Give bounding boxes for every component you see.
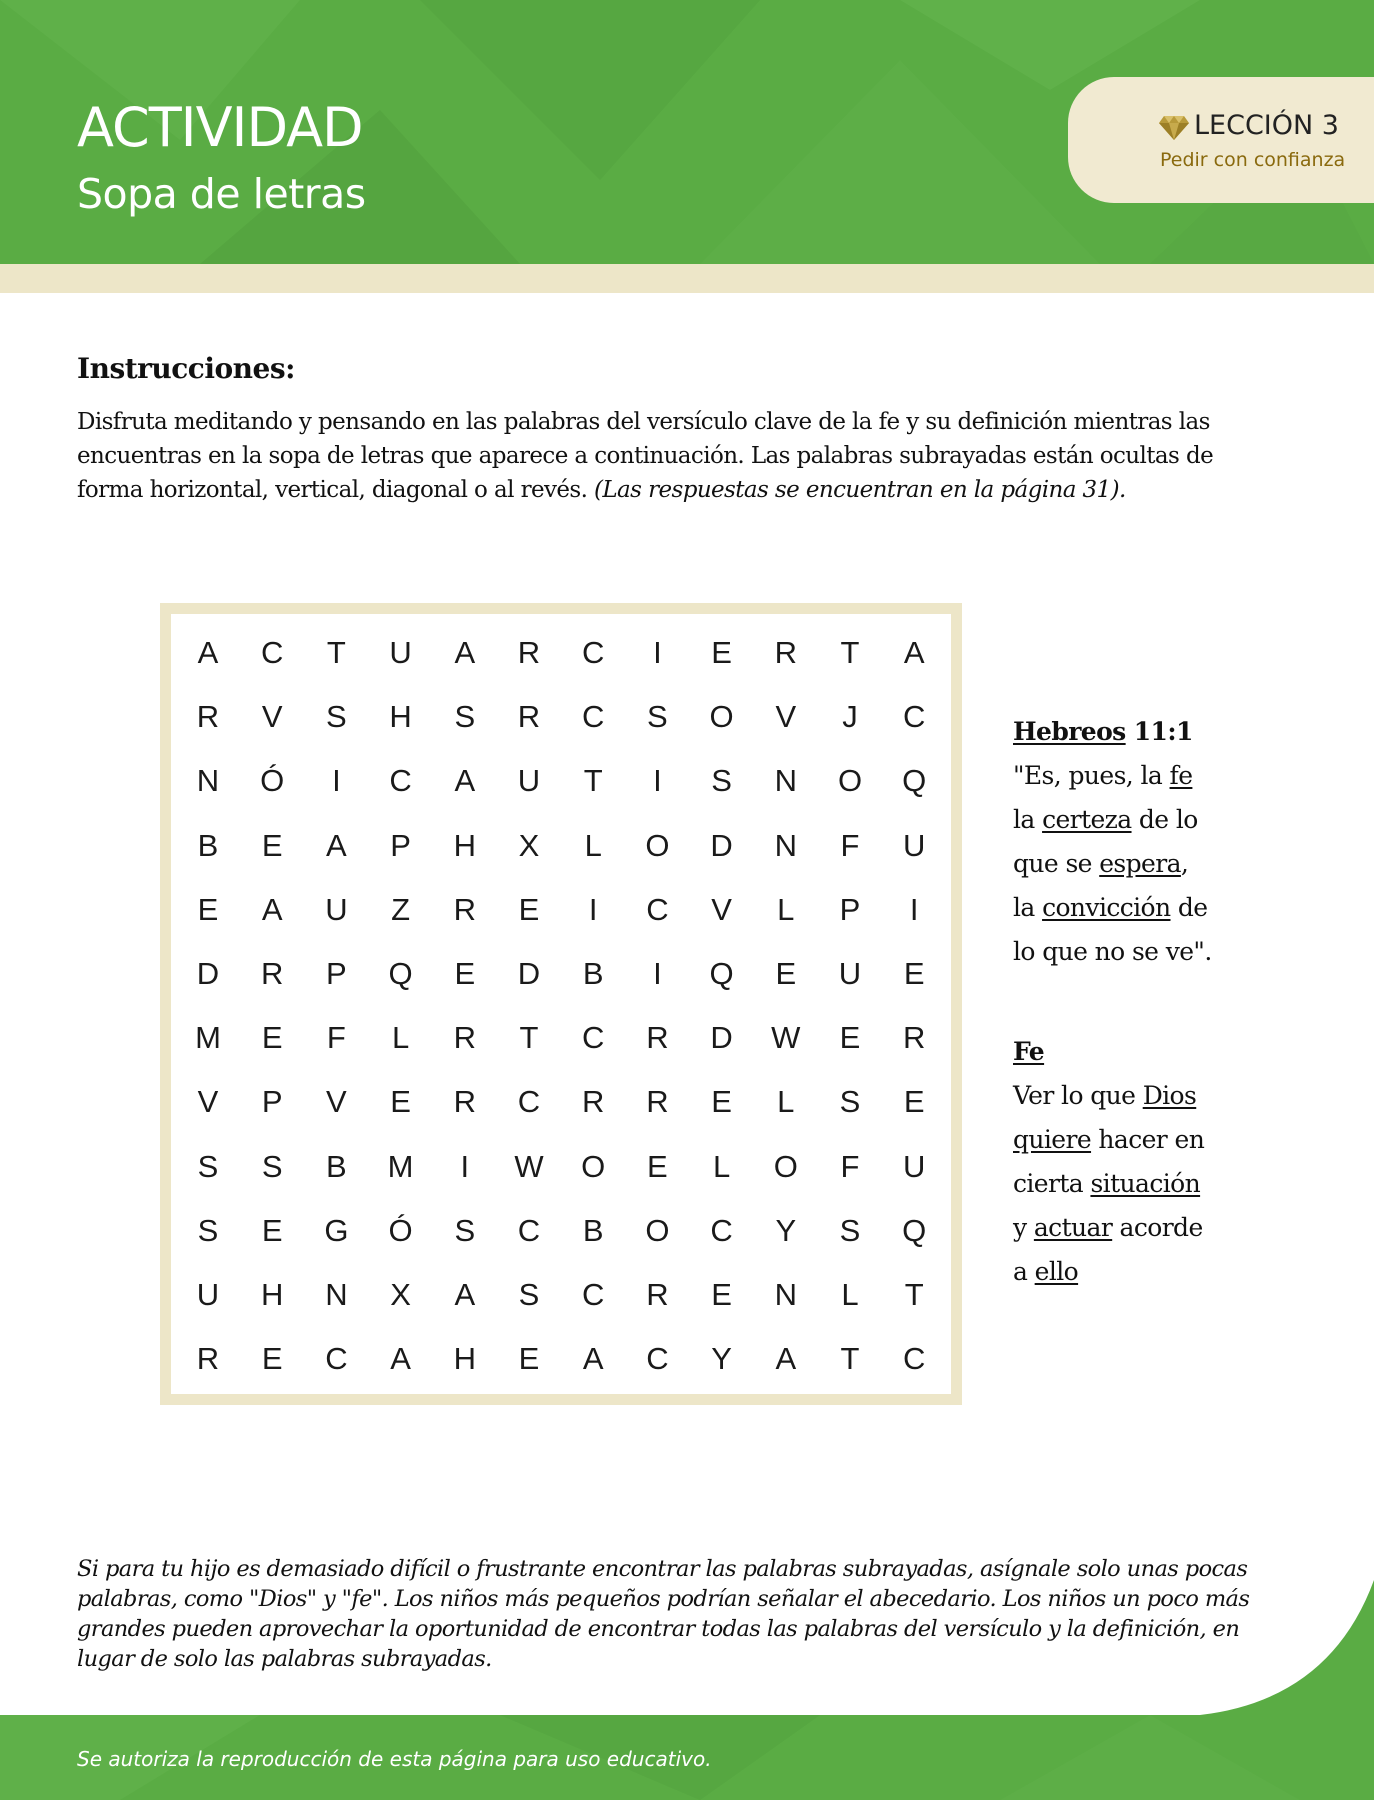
grid-letter: R: [453, 1084, 476, 1120]
grid-letter: D: [710, 827, 733, 863]
grid-letter: R: [774, 635, 797, 670]
grid-letter: C: [260, 635, 284, 670]
grid-letter: H: [453, 1341, 476, 1377]
grid-letter: N: [196, 763, 220, 799]
grid-letter: S: [647, 699, 668, 735]
grid-letter: U: [389, 635, 412, 670]
grid-letter: B: [582, 1212, 604, 1248]
grid-letter: E: [647, 1148, 668, 1184]
grid-letter: A: [454, 635, 476, 670]
grid-letter: R: [517, 699, 541, 735]
grid-letter: L: [712, 1148, 731, 1184]
grid-letter: U: [902, 827, 926, 863]
verse-reference: [1013, 710, 1353, 754]
grid-letter: R: [196, 1341, 220, 1377]
grid-letter: C: [646, 1341, 669, 1377]
grid-letter: R: [260, 956, 284, 991]
page-title: ACTIVIDAD: [77, 96, 363, 159]
grid-letter: A: [197, 635, 219, 670]
grid-letter: D: [196, 956, 220, 991]
grid-letter: C: [581, 1277, 605, 1312]
grid-letter: E: [390, 1084, 411, 1120]
grid-letter: H: [260, 1277, 284, 1312]
grid-letter: S: [518, 1277, 540, 1312]
grid-letter: D: [517, 956, 541, 991]
grid-letter: N: [774, 827, 797, 863]
grid-letter: E: [518, 891, 540, 927]
grid-letter: P: [390, 827, 411, 863]
grid-letter: S: [839, 1084, 861, 1120]
grid-letter: I: [653, 956, 662, 991]
grid-letter: Q: [902, 763, 927, 799]
grid-letter: R: [902, 1020, 926, 1056]
underlined-word: convicción: [1042, 893, 1171, 922]
verse-line: [1013, 754, 1353, 798]
underlined-word: fe: [1169, 761, 1193, 790]
grid-letter: B: [197, 827, 219, 863]
grid-letter: W: [514, 1148, 544, 1184]
grid-letter: C: [325, 1341, 348, 1377]
grid-letter: H: [389, 699, 412, 735]
text-segment: hacer en: [1091, 1125, 1205, 1154]
grid-letter: R: [581, 1084, 605, 1120]
underlined-word: certeza: [1042, 805, 1132, 834]
grid-letter: I: [332, 763, 341, 799]
grid-letter: P: [839, 891, 861, 927]
grid-letter: C: [581, 1020, 605, 1056]
grid-letter: Z: [391, 891, 411, 927]
grid-letter: Ó: [260, 763, 285, 799]
grid-letter: F: [326, 1020, 346, 1056]
underlined-word: Dios: [1142, 1081, 1197, 1110]
verse-reference-number: 11:1: [1125, 717, 1193, 746]
grid-letter: I: [653, 763, 662, 799]
grid-letter: C: [902, 699, 926, 735]
grid-letter: A: [454, 1277, 476, 1312]
parent-note: Si para tu hijo es demasiado difícil o frustrante encontrar las palabras subrayadas, asígnale solo unas pocas palabras, como "Dios" y "fe". Los niños más pequeños podrían señalar el abecedario. Los niños un poco más grandes pueden aprovechar la oportunidad de encontrar todas las palabras del versículo y la definición, en lugar de solo las palabras subrayadas.: [77, 1556, 1250, 1672]
grid-letter: X: [518, 827, 540, 863]
grid-letter: D: [710, 1020, 733, 1056]
grid-letter: S: [454, 1212, 476, 1248]
grid-letter: N: [774, 1277, 797, 1312]
verse-line: [1013, 930, 1353, 974]
underlined-word: ello: [1034, 1257, 1079, 1286]
grid-letter: R: [646, 1084, 669, 1120]
grid-letter: B: [582, 956, 604, 991]
grid-letter: Q: [902, 1212, 927, 1248]
lesson-subtitle: Pedir con confianza: [1160, 149, 1346, 171]
grid-letter: T: [326, 635, 346, 670]
grid-letter: V: [775, 699, 797, 735]
grid-letter: C: [517, 1212, 541, 1248]
grid-letter: T: [904, 1277, 924, 1312]
grid-letter: S: [326, 699, 347, 735]
grid-letter: W: [771, 1020, 801, 1056]
grid-letter: C: [646, 891, 669, 927]
grid-letter: F: [840, 827, 860, 863]
verse-line: [1013, 842, 1353, 886]
verse-text: [1013, 754, 1353, 974]
text-segment: y: [1013, 1213, 1034, 1242]
definition-text: [1013, 1074, 1353, 1294]
grid-letter: C: [517, 1084, 541, 1120]
grid-letter: C: [581, 635, 605, 670]
grid-letter: E: [711, 1084, 732, 1120]
definition-line: [1013, 1250, 1353, 1294]
grid-letter: S: [197, 1212, 219, 1248]
text-segment: de: [1170, 893, 1208, 922]
grid-letter: A: [326, 827, 347, 863]
definition-line: [1013, 1162, 1353, 1206]
grid-letter: A: [903, 635, 925, 670]
text-segment: acorde: [1112, 1213, 1203, 1242]
grid-letter: J: [842, 699, 858, 735]
grid-letter: C: [902, 1341, 926, 1377]
grid-letter: A: [582, 1341, 604, 1377]
grid-letter: U: [325, 891, 348, 927]
header-strip: [0, 264, 1374, 293]
grid-letter: E: [261, 1020, 283, 1056]
grid-letter: B: [326, 1148, 347, 1184]
verse-line: [1013, 798, 1353, 842]
grid-letter: O: [645, 1212, 670, 1248]
grid-letter: O: [773, 1148, 798, 1184]
instructions-heading: Instrucciones:: [77, 352, 295, 385]
grid-letter: E: [518, 1341, 540, 1377]
grid-letter: S: [197, 1148, 219, 1184]
underlined-word: actuar: [1033, 1213, 1113, 1242]
grid-letter: E: [454, 956, 476, 991]
grid-letter: O: [709, 699, 734, 735]
grid-letter: E: [839, 1020, 861, 1056]
underlined-word: quiere: [1013, 1125, 1092, 1154]
grid-letter: Y: [711, 1341, 732, 1377]
grid-letter: M: [387, 1148, 414, 1184]
text-segment: a: [1013, 1257, 1035, 1286]
grid-letter: R: [453, 1020, 476, 1056]
grid-letter: E: [903, 1084, 925, 1120]
verse-line: [1013, 886, 1353, 930]
grid-letter: R: [517, 635, 541, 670]
lesson-label: LECCIÓN 3: [1194, 110, 1339, 141]
grid-letter: V: [711, 891, 732, 927]
grid-letter: L: [841, 1277, 859, 1312]
grid-letter: V: [326, 1084, 347, 1120]
text-segment: ,: [1180, 849, 1189, 878]
grid-letter: L: [777, 1084, 795, 1120]
grid-letter: N: [774, 763, 797, 799]
grid-letter: M: [195, 1020, 221, 1056]
grid-letter: E: [711, 1277, 732, 1312]
text-segment: la: [1013, 805, 1043, 834]
grid-letter: I: [653, 635, 662, 670]
grid-letter: I: [909, 891, 919, 927]
grid-letter: L: [777, 891, 795, 927]
grid-letter: F: [840, 1148, 860, 1184]
grid-letter: E: [775, 956, 797, 991]
grid-letter: E: [261, 1341, 283, 1377]
text-segment: que se: [1013, 849, 1100, 878]
grid-letter: T: [519, 1020, 539, 1056]
grid-letter: X: [390, 1277, 411, 1312]
grid-letter: S: [261, 1148, 283, 1184]
gem-icon: [1158, 114, 1190, 142]
definition-line: [1013, 1206, 1353, 1250]
text-segment: de lo: [1131, 805, 1198, 834]
grid-letter: A: [775, 1341, 797, 1377]
grid-letter: Y: [775, 1212, 797, 1248]
grid-letter: S: [711, 763, 732, 799]
underlined-word: situación: [1090, 1169, 1201, 1198]
text-segment: cierta: [1013, 1169, 1091, 1198]
text-segment: la: [1013, 893, 1043, 922]
grid-letter: Ó: [388, 1212, 413, 1248]
grid-letter: R: [453, 891, 476, 927]
grid-letter: E: [903, 956, 925, 991]
grid-letter: H: [453, 827, 476, 863]
grid-letter: T: [840, 635, 860, 670]
grid-letter: U: [196, 1277, 220, 1312]
answers-note: (Las respuestas se encuentran en la página 31).: [594, 477, 1126, 503]
grid-letter: G: [324, 1212, 349, 1248]
grid-letter: T: [840, 1341, 860, 1377]
grid-letter: O: [837, 763, 863, 799]
definition-title: [1013, 1030, 1353, 1074]
grid-letter: Q: [709, 956, 734, 991]
definition-line: [1013, 1118, 1353, 1162]
grid-letter: E: [261, 827, 283, 863]
page-subtitle: Sopa de letras: [77, 170, 366, 218]
grid-letter: U: [902, 1148, 926, 1184]
grid-letter: V: [197, 1084, 219, 1120]
grid-letter: A: [261, 891, 283, 927]
grid-letter: R: [646, 1020, 669, 1056]
text-segment: lo que no se ve".: [1013, 937, 1212, 966]
grid-letter: L: [391, 1020, 410, 1056]
text-segment: Ver lo que: [1013, 1081, 1143, 1110]
definition-line: [1013, 1074, 1353, 1118]
grid-letter: V: [261, 699, 283, 735]
grid-letter: E: [197, 891, 219, 927]
grid-letter: A: [390, 1341, 411, 1377]
instructions-text: [77, 405, 1277, 507]
underlined-word: espera: [1099, 849, 1181, 878]
grid-letter: U: [838, 956, 862, 991]
grid-letter: O: [581, 1148, 606, 1184]
grid-letter: C: [710, 1212, 733, 1248]
grid-letter: C: [581, 699, 605, 735]
grid-letter: P: [261, 1084, 283, 1120]
grid-letter: P: [326, 956, 347, 991]
side-texts: [1013, 710, 1353, 1294]
definition-title-text: Fe: [1013, 1037, 1045, 1066]
grid-letter: N: [325, 1277, 348, 1312]
grid-letter: R: [196, 699, 220, 735]
grid-letter: Q: [388, 956, 413, 991]
grid-letter: L: [584, 827, 602, 863]
grid-letter: S: [454, 699, 476, 735]
text-segment: "Es, pues, la: [1013, 761, 1170, 790]
grid-letter: R: [646, 1277, 669, 1312]
grid-letter: T: [583, 763, 603, 799]
grid-letter: E: [261, 1212, 283, 1248]
word-search-grid: [176, 620, 946, 1390]
instructions-body: Disfruta meditando y pensando en las palabras del versículo clave de la fe y su definición mientras las encuentras en la sopa de letras que aparece a continuación. Las palabras subrayadas están ocultas de forma horizontal, vertical, diagonal o al revés.: [77, 409, 1214, 503]
verse-reference-book: Hebreos: [1013, 717, 1126, 746]
footer-text: Se autoriza la reproducción de esta página para uso educativo.: [77, 1747, 712, 1771]
grid-letter: E: [711, 635, 732, 670]
grid-letter: I: [588, 891, 598, 927]
grid-letter: A: [454, 763, 476, 799]
grid-letter: I: [460, 1148, 470, 1184]
grid-letter: S: [839, 1212, 861, 1248]
grid-letter: O: [645, 827, 670, 863]
grid-letter: C: [389, 763, 412, 799]
grid-letter: U: [517, 763, 541, 799]
